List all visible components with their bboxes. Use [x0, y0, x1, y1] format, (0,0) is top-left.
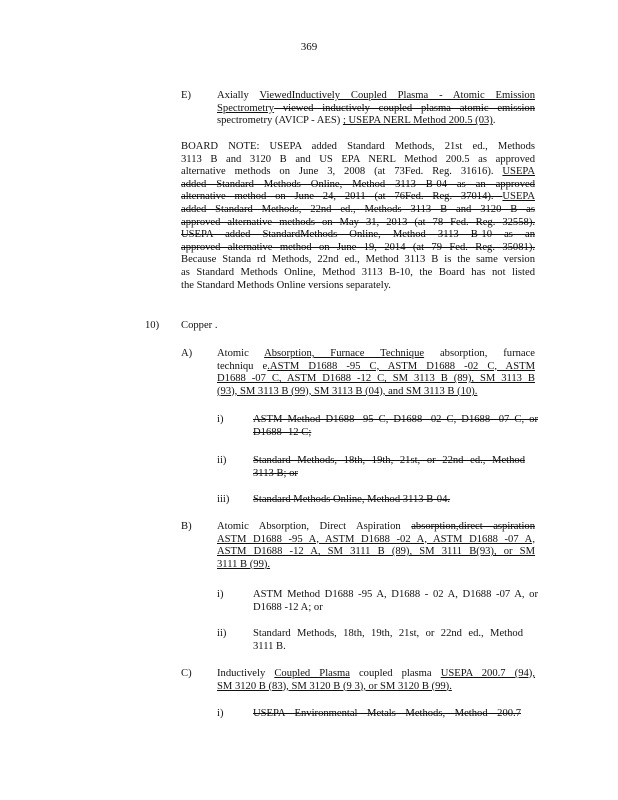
text-run: Because Standa rd Methods, 22nd ed., Method 3113 B is the same version	[181, 254, 535, 266]
copper-b-ii-text	[253, 628, 523, 653]
text-line	[217, 90, 535, 103]
text-run: .	[492, 115, 496, 127]
text-line	[181, 229, 535, 242]
text-run: Inductively	[217, 668, 275, 679]
text-line	[253, 455, 525, 468]
text-line	[217, 348, 535, 361]
text-line	[217, 559, 535, 572]
struck-text: USEPA added StandardMethods Online, Method 3113 B-10 as an	[181, 229, 535, 241]
text-line	[217, 373, 535, 386]
text-line	[253, 602, 538, 615]
text-line	[253, 589, 538, 602]
board-note	[181, 141, 535, 292]
text-run: coupled plasma	[349, 668, 441, 679]
copper-b-label: B)	[181, 521, 192, 532]
text-line	[217, 361, 535, 374]
text-line	[253, 468, 525, 481]
text-line	[253, 708, 521, 721]
struck-text: Standard Methods, 18th, 19th, 21st, or 22nd ed., Method	[253, 455, 525, 466]
text-run: the Standard Methods Online versions separately.	[181, 279, 391, 291]
text-line	[181, 217, 535, 230]
inserted-text: USEPA	[502, 166, 535, 178]
inserted-text: (93), SM 3113 B (99), SM 3113 B (04), and SM 3113 B (10).	[217, 385, 478, 397]
copper-c-i-text	[253, 708, 521, 721]
copper-c-i-label: i)	[217, 708, 224, 719]
inserted-text: Coupled Plasma	[274, 668, 350, 679]
struck-text: alternative method on June 24, 2011 (at 76Fed. Reg. 37014).	[181, 191, 503, 203]
text-line	[217, 115, 535, 128]
text-line	[217, 521, 535, 534]
struck-text: added Standard Methods Online, Method 3113 B-04 as an approved	[181, 178, 535, 190]
text-run: Axially	[217, 90, 260, 101]
text-line	[217, 546, 535, 559]
text-line	[181, 154, 535, 167]
text-run: 3111 B.	[253, 640, 286, 652]
text-line	[217, 103, 535, 116]
inserted-text: 3111 B (99).	[217, 558, 271, 570]
inserted-text: ASTM D1688 -95 A, ASTM D1688 -02 A, ASTM D1688 -07 A,	[217, 533, 535, 545]
struck-text: 3113 B; or	[253, 467, 298, 479]
text-line	[181, 204, 535, 217]
copper-b-i-text	[253, 589, 538, 614]
text-line	[181, 280, 535, 293]
copper-b-i-label: i)	[217, 589, 224, 600]
text-line	[181, 179, 535, 192]
text-line	[253, 641, 523, 654]
text-line	[217, 534, 535, 547]
text-run: spectrometry (AVICP - AES)	[217, 115, 343, 127]
inserted-text: ASTM D1688 -12 A, SM 3111 B (89), SM 3111 B(93), or SM	[217, 546, 535, 558]
text-line	[181, 141, 535, 154]
struck-text: D1688 -12 C;	[253, 426, 312, 438]
text-run: 3113 B and 3120 B and US EPA NERL Method 200.5 as approved	[181, 153, 535, 165]
item-10-number: 10)	[145, 320, 160, 331]
text-line	[217, 681, 535, 694]
text-run: D1688 -12 A; or	[253, 601, 323, 613]
text-line	[181, 166, 535, 179]
text-line	[253, 427, 538, 440]
copper-a-text	[217, 348, 535, 398]
struck-text: USEPA Environmental Metals Methods, Method 200.7	[253, 708, 521, 719]
text-run: ASTM Method D1688 -95 A, D1688 - 02 A, D1688 -07 A, or	[253, 589, 538, 600]
text-run: Atomic Absorption, Direct Aspiration	[217, 521, 412, 532]
text-line	[253, 628, 523, 641]
struck-text: ASTM Method D1688 -95 C, D1688 -02 C, D1688 -07 C, or	[253, 414, 538, 425]
copper-c-label: C)	[181, 668, 192, 679]
text-run: techniqu e	[217, 360, 268, 372]
text-line	[253, 414, 538, 427]
copper-a-i-text	[253, 414, 538, 439]
text-run: BOARD NOTE: USEPA added Standard Methods, 21st ed., Methods	[181, 141, 535, 152]
text-run: as Standard Methods Online, Method 3113 B-10, the Board has not listed	[181, 266, 535, 278]
text-run: alternative methods on June 3, 2008 (at 73Fed. Reg. 31616).	[181, 166, 503, 178]
struck-text: added Standard Methods, 22nd ed., Methods 3113 B and 3120 B as	[181, 203, 535, 215]
text-line	[217, 668, 535, 681]
text-line	[181, 191, 535, 204]
text-line	[181, 267, 535, 280]
item-10-title: Copper .	[181, 320, 218, 331]
inserted-text: .ASTM D1688 -95 C, ASTM D1688 -02 C, ASTM	[267, 360, 535, 372]
copper-a-i-label: i)	[217, 414, 224, 425]
struck-text: Standard Methods Online, Method 3113 B-04.	[253, 494, 451, 505]
copper-a-iii-label: iii)	[217, 494, 230, 505]
inserted-text: ; USEPA NERL Method 200.5 (03)	[342, 115, 493, 127]
item-e-label: E)	[181, 90, 191, 101]
copper-c-text	[217, 668, 535, 693]
copper-b-text	[217, 521, 535, 571]
copper-a-ii-label: ii)	[217, 455, 227, 466]
inserted-text: SM 3120 B (83), SM 3120 B (9 3), or SM 3120 B (99).	[217, 680, 452, 692]
item-e-text	[217, 90, 535, 128]
copper-a-iii-text	[253, 494, 538, 507]
inserted-text: USEPA 200.7 (94),	[440, 668, 535, 679]
inserted-text: ViewedInductively Coupled Plasma - Atomic Emission	[259, 90, 535, 101]
text-run: absorption, furnace	[424, 348, 535, 359]
struck-text: approved alternative method on June 19, 2014 (at 79 Fed. Reg. 35081).	[181, 241, 535, 253]
inserted-text: Absorption, Furnace Technique	[264, 348, 425, 359]
inserted-text: Spectrometry	[217, 102, 275, 114]
text-line	[181, 242, 535, 255]
struck-text: viewed inductively coupled plasma atomic emission	[274, 102, 535, 114]
struck-text: approved alternative methods on May 31, 2013 (at 78 Fed. Reg. 32558).	[181, 216, 535, 228]
copper-a-label: A)	[181, 348, 193, 359]
struck-text: absorption,direct aspiration	[411, 521, 535, 532]
text-run: Atomic	[217, 348, 265, 359]
copper-b-ii-label: ii)	[217, 628, 227, 639]
inserted-text: USEPA	[502, 191, 535, 203]
text-line	[253, 494, 538, 507]
text-run: Standard Methods, 18th, 19th, 21st, or 22nd ed., Method	[253, 628, 523, 639]
copper-a-ii-text	[253, 455, 525, 480]
text-line	[217, 386, 535, 399]
inserted-text: D1688 -07 C, ASTM D1688 -12 C, SM 3113 B (89), SM 3113 B	[217, 373, 535, 385]
page-number: 369	[300, 41, 318, 53]
text-line	[181, 254, 535, 267]
